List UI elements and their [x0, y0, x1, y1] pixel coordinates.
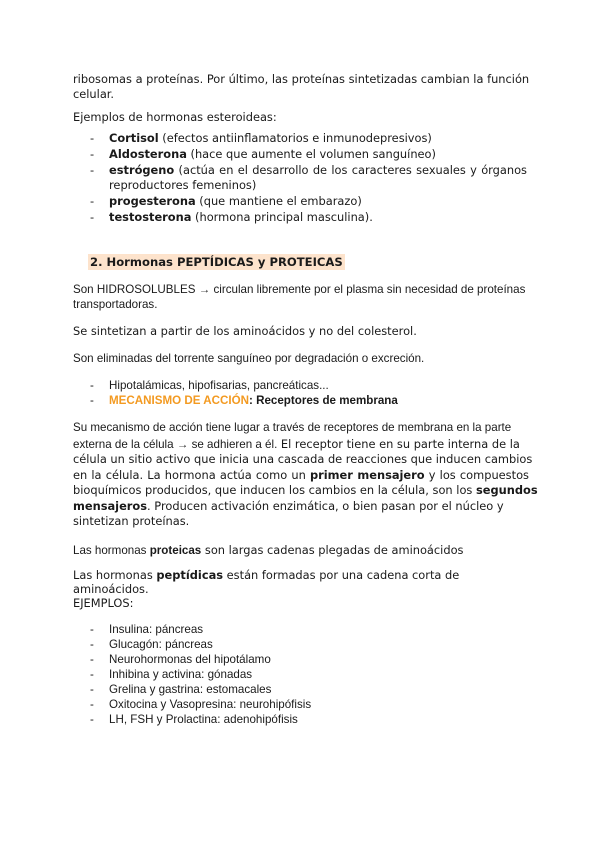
example-text: Oxitocina y Vasopresina: neurohipófisis: [109, 698, 312, 711]
example-text: Glucagón: páncreas: [109, 638, 213, 651]
steroid-examples-title: Ejemplos de hormonas esteroideas:: [73, 110, 277, 124]
proteic-a: Las hormonas: [73, 544, 150, 557]
bullet-dash: -: [90, 623, 94, 636]
segundos: segundos: [475, 483, 538, 497]
mechanism-line-6b: . Producen activación enzimática, o bien pasan por el núcleo y: [147, 498, 504, 513]
hormone-name: estrógeno: [109, 163, 175, 177]
bullet-dash: -: [90, 147, 95, 161]
example-text: Inhibina y activina: gónadas: [109, 668, 253, 681]
proteic-paragraph: [73, 541, 529, 559]
mechanism-value: : Receptores de membrana: [249, 394, 398, 407]
hormone-desc: (hormona principal masculina).: [191, 210, 373, 224]
mechanism-line-4c: y los compuestos: [424, 467, 529, 482]
hormone-desc: (que mantiene el embarazo): [195, 194, 362, 208]
mechanism-line-5a: bioquímicos producidos, que inducen los cambios en la célula, son los: [73, 483, 476, 497]
proteic-term: proteicas: [149, 544, 202, 557]
bullet-dash: -: [90, 210, 95, 224]
hormone-types: Hipotalámicas, hipofisarias, pancreáticas...: [109, 379, 329, 392]
hydrosoluble-line-1: Son HIDROSOLUBLES → circulan libremente por el plasma sin necesidad de proteínas: [73, 283, 526, 296]
mechanism-line-1: Su mecanismo de acción tiene lugar a través de receptores de membrana en la parte: [73, 421, 512, 434]
section-heading: 2. Hormonas PEPTÍDICAS y PROTEICAS: [90, 255, 343, 269]
hormone-name: Aldosterona: [109, 147, 187, 161]
intro-line-1: ribosomas a proteínas. Por último, las proteínas sintetizadas cambian la función: [73, 72, 530, 86]
mensajeros: mensajeros: [73, 498, 148, 513]
intro-line-2: celular.: [73, 87, 115, 101]
bullet-dash: -: [90, 394, 94, 407]
example-text: Insulina: páncreas: [109, 623, 204, 636]
bullet-dash: -: [90, 653, 94, 666]
hormone-desc: (efectos antiinflamatorios e inmunodepresivos): [158, 131, 432, 145]
peptidic-term: peptídicas: [156, 568, 224, 582]
peptidic-c: están formadas por una cadena corta de aminoácidos.: [73, 568, 460, 596]
peptidic-a: Las hormonas: [73, 568, 157, 582]
mechanism-line-2a: externa de la célula → se adhieren a él.: [73, 437, 278, 451]
hormone-desc: (hace que aumente el volumen sanguíneo): [186, 147, 436, 161]
bullet-dash: -: [90, 163, 95, 177]
mechanism-label: MECANISMO DE ACCIÓN: [109, 394, 249, 407]
hormone-name: Cortisol: [109, 131, 159, 145]
bullet-dash: -: [90, 379, 94, 392]
hormone-desc-cont: reproductores femeninos): [109, 178, 257, 192]
hydrosoluble-line-2: transportadoras.: [73, 298, 158, 311]
example-text: Grelina y gastrina: estomacales: [109, 683, 272, 696]
hydrosoluble-paragraph: [73, 282, 529, 312]
bullet-dash: -: [90, 668, 94, 681]
mechanism-line-3: célula un sitio activo que inicia una cascada de reacciones que inducen cambios: [73, 452, 533, 466]
intro-paragraph: [73, 72, 529, 102]
bullet-dash: -: [90, 638, 94, 651]
primer-mensajero: primer mensajero: [309, 467, 425, 482]
proteic-c: son largas cadenas plegadas de aminoácidos: [201, 543, 464, 557]
synthesis-paragraph: Se sintetizan a partir de los aminoácidos y no del colesterol.: [73, 324, 417, 338]
bullet-dash: -: [90, 194, 95, 208]
bullet-dash: -: [90, 131, 95, 145]
hormone-name: testosterona: [109, 210, 192, 224]
mechanism-line-2b: El receptor tiene en su parte interna de la: [277, 436, 520, 451]
elimination-paragraph: Son eliminadas del torrente sanguíneo por degradación o excreción.: [73, 352, 425, 365]
bullet-dash: -: [90, 698, 94, 711]
mechanism-line-7: sintetizan proteínas.: [73, 514, 190, 528]
hormone-name: progesterona: [109, 194, 196, 208]
peptidic-paragraph: [73, 568, 529, 596]
example-text: LH, FSH y Prolactina: adenohipófisis: [109, 713, 298, 726]
bullet-dash: -: [90, 683, 94, 696]
example-text: Neurohormonas del hipotálamo: [109, 653, 271, 666]
bullet-dash: -: [90, 713, 94, 726]
mechanism-paragraph: [73, 420, 538, 530]
examples-title: EJEMPLOS:: [73, 596, 134, 610]
mechanism-line-4a: en la célula. La hormona actúa como un: [73, 467, 310, 482]
hormone-desc: (actúa en el desarrollo de los caracteres sexuales y órganos: [174, 163, 527, 177]
